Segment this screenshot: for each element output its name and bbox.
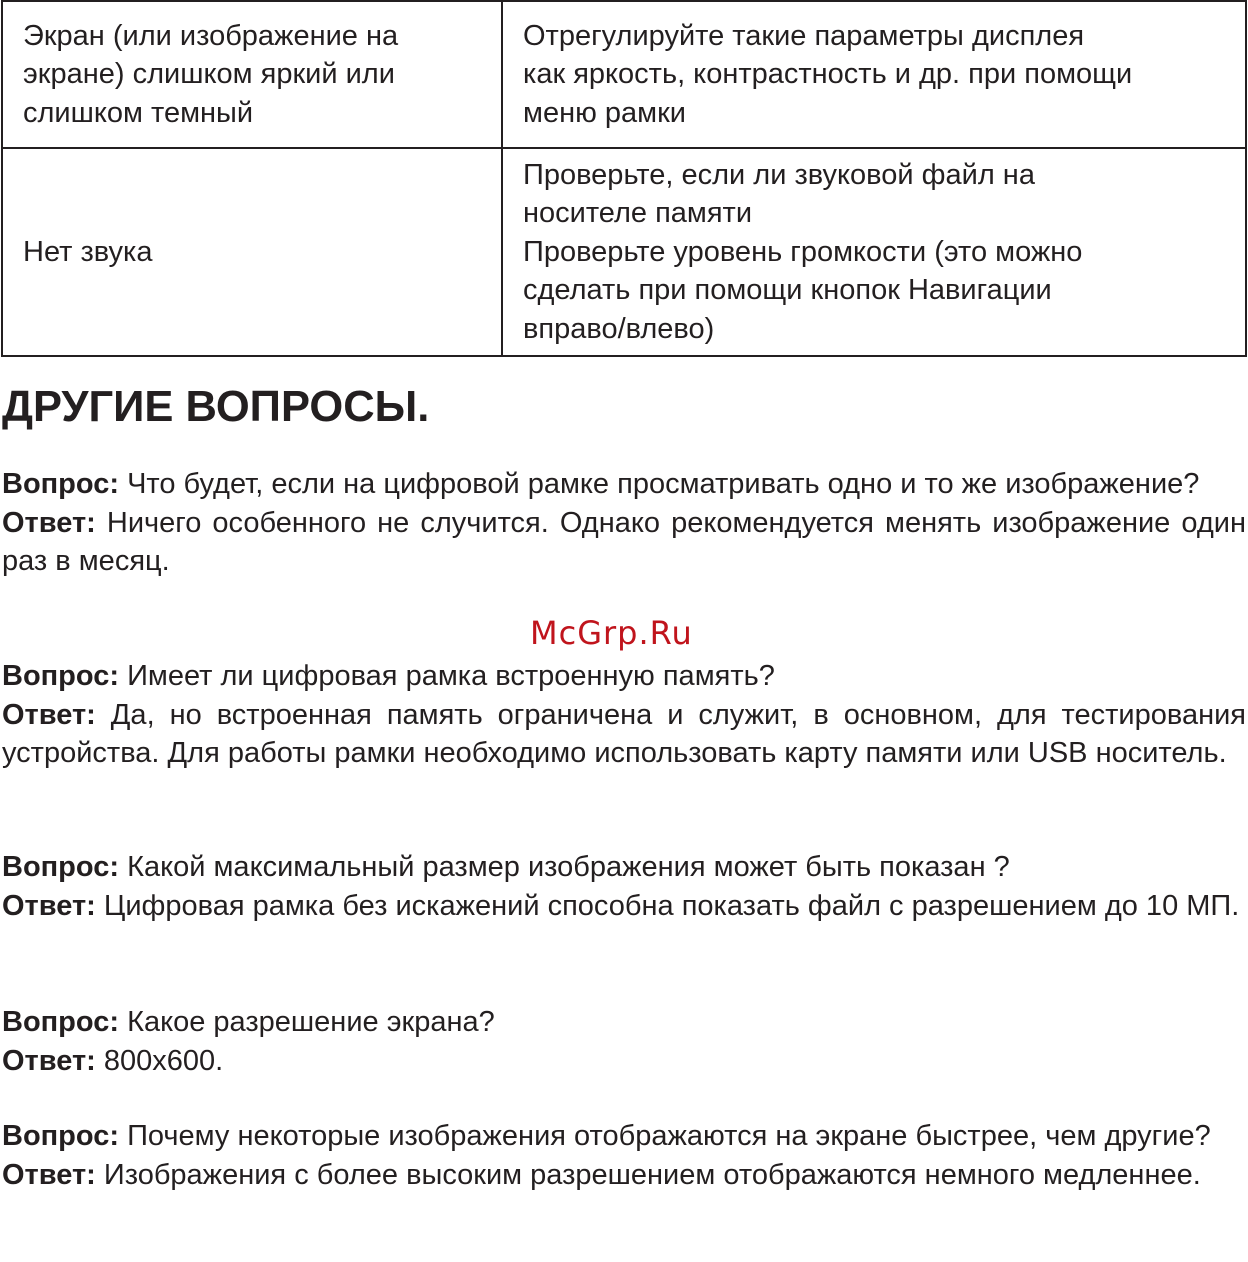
answer-text: Цифровая рамка без искажений способна показать файл с разрешением до 10 МП. <box>103 889 1240 922</box>
faq-item <box>2 848 1246 925</box>
question <box>2 1003 1246 1042</box>
answer-text: 800x600. <box>103 1044 224 1077</box>
problem-cell <box>2 148 502 356</box>
answer <box>2 696 1246 773</box>
answer <box>2 504 1246 581</box>
solution-line: Отрегулируйте такие параметры дисплея <box>523 19 1085 52</box>
question <box>2 465 1246 504</box>
faq-item <box>2 1003 1246 1080</box>
answer-label: Ответ: <box>2 698 96 731</box>
answer <box>2 1042 1246 1081</box>
answer-label: Ответ: <box>2 506 96 539</box>
table-row <box>2 148 1246 356</box>
answer-label: Ответ: <box>2 1044 96 1077</box>
answer <box>2 887 1246 926</box>
answer-text: Да, но встроенная память ограничена и служит, в основном, для тестирования устройства. Для работы рамки необходимо использовать карту памяти или USB носитель. <box>2 698 1246 769</box>
solution-line: меню рамки <box>523 96 686 129</box>
solution-line: вправо/влево) <box>523 312 715 345</box>
answer-label: Ответ: <box>2 1158 96 1191</box>
problem-line: Экран (или изображение на <box>23 19 399 52</box>
answer <box>2 1156 1246 1195</box>
solution-cell <box>502 148 1246 356</box>
question-text: Почему некоторые изображения отображаются на экране быстрее, чем другие? <box>127 1120 1211 1152</box>
faq-item <box>2 465 1246 581</box>
answer-text: Ничего особенного не случится. Однако рекомендуется менять изображение один раз в месяц. <box>2 506 1246 577</box>
solution-line: Проверьте уровень громкости (это можно <box>523 235 1083 268</box>
problem-line: экране) слишком яркий или <box>23 58 395 91</box>
troubleshooting-table <box>1 0 1247 357</box>
answer-label: Ответ: <box>2 889 96 922</box>
faq-item <box>2 1117 1246 1194</box>
question-text: Какое разрешение экрана? <box>127 1006 495 1038</box>
solution-line: как яркость, контрастность и др. при помощи <box>523 58 1133 91</box>
section-title: ДРУГИЕ ВОПРОСЫ. <box>2 383 430 431</box>
question-label: Вопрос: <box>2 468 120 500</box>
solution-cell <box>502 1 1246 148</box>
problem-line: слишком темный <box>23 96 254 129</box>
question-label: Вопрос: <box>2 1006 120 1038</box>
question-text: Имеет ли цифровая рамка встроенную память? <box>127 660 775 692</box>
table-row <box>2 1 1246 148</box>
question <box>2 1117 1246 1156</box>
question <box>2 848 1246 887</box>
faq-item <box>2 657 1246 773</box>
watermark-logo: McGrp.Ru <box>530 614 693 652</box>
question-label: Вопрос: <box>2 660 120 692</box>
question-text: Какой максимальный размер изображения может быть показан ? <box>127 851 1010 883</box>
question <box>2 657 1246 696</box>
question-text: Что будет, если на цифровой рамке просматривать одно и то же изображение? <box>127 468 1200 500</box>
question-label: Вопрос: <box>2 851 120 883</box>
problem-cell <box>2 1 502 148</box>
solution-line: Проверьте, если ли звуковой файл на <box>523 158 1035 191</box>
solution-line: носителе памяти <box>523 197 753 230</box>
answer-text: Изображения с более высоким разрешением отображаются немного медленнее. <box>103 1158 1201 1191</box>
question-label: Вопрос: <box>2 1120 120 1152</box>
solution-line: сделать при помощи кнопок Навигации <box>523 274 1052 307</box>
problem-line: Нет звука <box>23 235 153 268</box>
